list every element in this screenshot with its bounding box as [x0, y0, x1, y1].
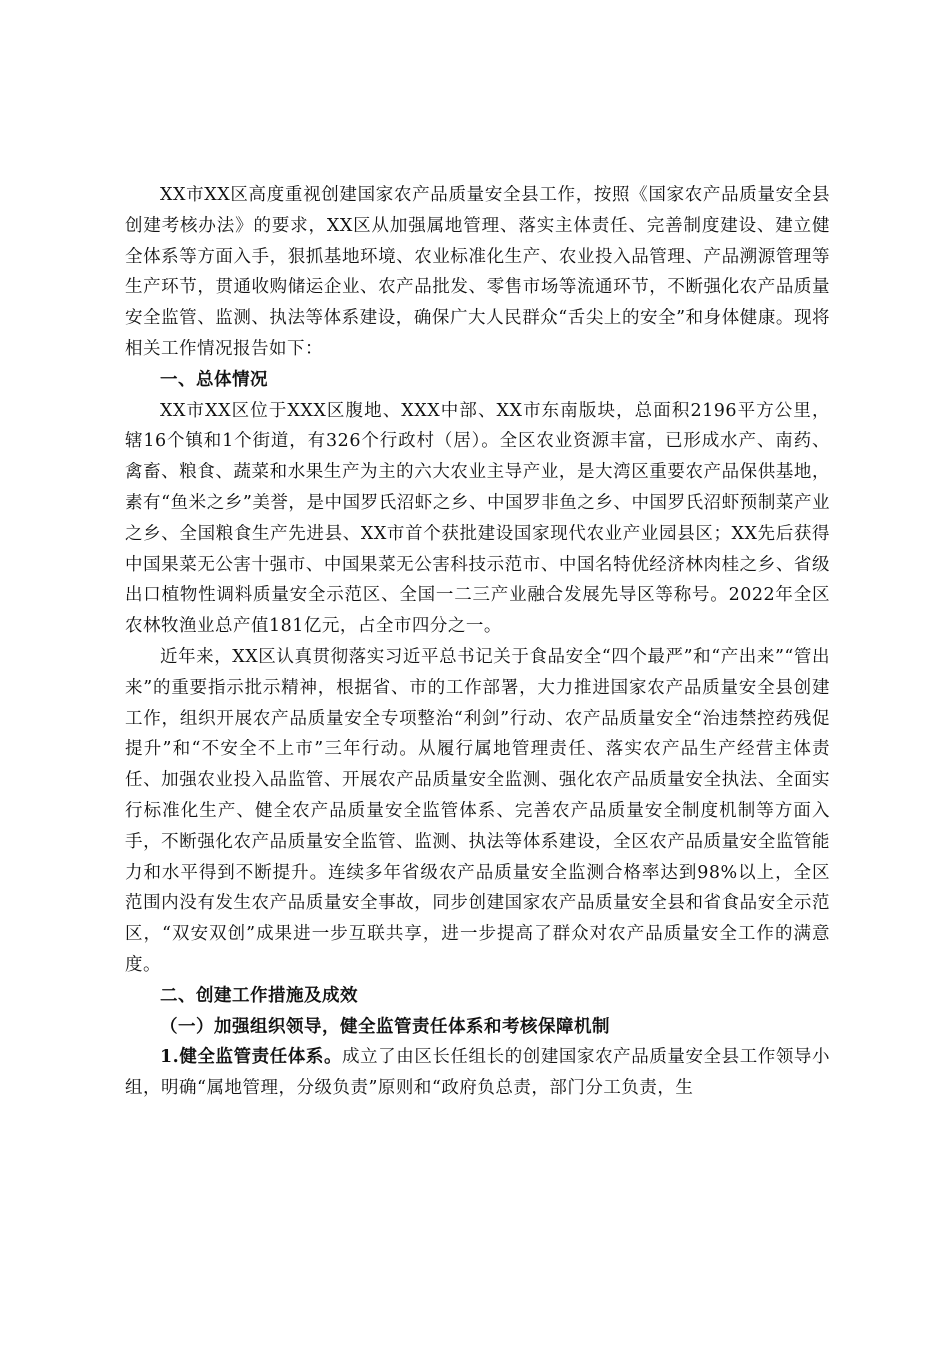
subsection-heading-organization: （一）加强组织领导，健全监管责任体系和考核保障机制 [160, 1016, 610, 1037]
item-lead-text: 1.健全监管责任体系。 [160, 1047, 343, 1068]
overview-paragraph-2: 近年来，XX区认真贯彻落实习近平总书记关于食品安全“四个最严”和“产出来”“管出来”的重要指示批示精神，根据省、市的工作部署，大力推进国家农产品质量安全县创建工作，组织开展农产品质量安全专项整治“利剑”行动、农产品质量安全“治违禁控药残促提升”和“不安全不上市”三年行动。从履行属地管理责任、落实农产品生产经营主体责任、加强农业投入品监管、开展农产品质量安全监测、强化农产品质量安全执法、全面实行标准化生产、健全农产品质量安全监管体系、完善农产品质量安全制度机制等方面入手，不断强化农产品质量安全监管、监测、执法等体系建设，全区农产品质量安全监管能力和水平得到不断提升。连续多年省级农产品质量安全监测合格率达到98%以上，全区范围内没有发生农产品质量安全事故，同步创建国家农产品质量安全县和省食品安全示范区，“双安双创”成果进一步互联共享，进一步提高了群众对农产品质量安全工作的满意度。 [125, 646, 830, 975]
section-heading-overview: 一、总体情况 [160, 369, 268, 390]
document-page [125, 180, 830, 1104]
item-paragraph-1 [125, 1042, 830, 1104]
overview-paragraph-1: XX市XX区位于XXX区腹地、XXX中部、XX市东南版块，总面积2196平方公里，辖16个镇和1个街道，有326个行政村（居）。全区农业资源丰富，已形成水产、南药、禽畜、粮食、蔬菜和水果生产为主的六大农业主导产业，是大湾区重要农产品保供基地，素有“鱼米之乡”美誉，是中国罗氏沼虾之乡、中国罗非鱼之乡、中国罗氏沼虾预制菜产业之乡、全国粮食生产先进县、XX市首个获批建设国家现代农业产业园县区；XX先后获得中国果菜无公害十强市、中国果菜无公害科技示范市、中国名特优经济林肉桂之乡、省级出口植物性调料质量安全示范区、全国一二三产业融合发展先导区等称号。2022年全区农林牧渔业总产值181亿元，占全市四分之一。 [125, 400, 830, 637]
section-heading-measures: 二、创建工作措施及成效 [160, 985, 358, 1006]
intro-paragraph: XX市XX区高度重视创建国家农产品质量安全县工作，按照《国家农产品质量安全县创建考核办法》的要求，XX区从加强属地管理、落实主体责任、完善制度建设、建立健全体系等方面入手，狠抓基地环境、农业标准化生产、农业投入品管理、产品溯源管理等生产环节，贯通收购储运企业、农产品批发、零售市场等流通环节，不断强化农产品质量安全监管、监测、执法等体系建设，确保广大人民群众“舌尖上的安全”和身体健康。现将相关工作情况报告如下： [125, 185, 830, 359]
item-body-text: 成立了由区长任组长的创建国家农产品质量安全县工作领导小组，明确“属地管理，分级负责”原则和“政府负总责，部门分工负责，生 [125, 1047, 830, 1099]
